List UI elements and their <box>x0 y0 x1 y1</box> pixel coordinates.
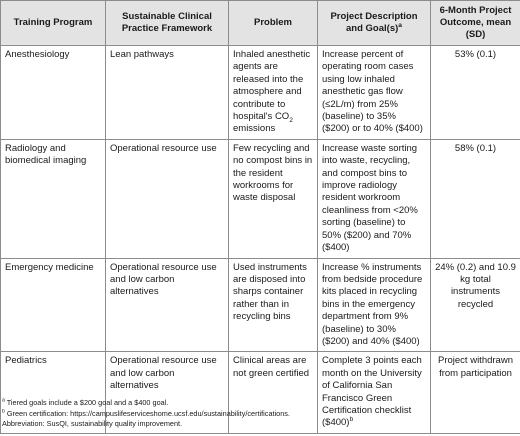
cell-description-text: Complete 3 points each month on the University of California San Francisco Green Certification checklist ($400) <box>322 355 422 429</box>
cell-program: Radiology and biomedical imaging <box>1 139 106 258</box>
header-problem: Problem <box>229 1 318 46</box>
footnote-a-text: Tiered goals include a $200 goal and a $400 goal. <box>4 398 169 407</box>
cell-framework: Operational resource use and low carbon alternatives <box>106 352 229 433</box>
cell-outcome: Project withdrawn from participation <box>431 352 520 433</box>
table-row <box>1 46 520 140</box>
header-outcome: 6-Month Project Outcome, mean (SD) <box>431 1 520 46</box>
cell-description: Increase percent of operating room cases using low inhaled anesthetic gas flow (≤2L/m) from 25% (baseline) to 35% ($200) or to 40% ($400) <box>318 46 431 140</box>
cell-problem <box>229 46 318 140</box>
header-project-description <box>318 1 431 46</box>
cell-outcome: 53% (0.1) <box>431 46 520 140</box>
cell-problem-text-end: emissions <box>233 123 276 135</box>
header-training-program: Training Program <box>1 1 106 46</box>
cell-description: Increase % instruments from bedside procedure kits placed in recycling bins in the emergency department from 9% (baseline) to 30% ($200) and 40% ($400) <box>318 258 431 352</box>
cell-program: Anesthesiology <box>1 46 106 140</box>
cell-problem: Few recycling and no compost bins in the resident workrooms for waste disposal <box>229 139 318 258</box>
footnote-b-marker: b <box>2 408 5 415</box>
cell-outcome: 24% (0.2) and 10.9 kg total instruments recycled <box>431 258 520 352</box>
footnote-marker-a: a <box>398 21 402 29</box>
cell-problem: Clinical areas are not green certified <box>229 352 318 433</box>
cell-framework: Operational resource use <box>106 139 229 258</box>
cell-description: Increase waste sorting into waste, recycling, and compost bins to improve radiology resident workroom cleanliness from <20% sorting (baseline) to 50% ($200) and 70% ($400) <box>318 139 431 258</box>
table-header <box>1 1 520 46</box>
co2-subscript: 2 <box>289 116 293 124</box>
footnote-a-marker: a <box>2 398 5 404</box>
cell-problem: Used instruments are disposed into sharps container rather than in recycling bins <box>229 258 318 352</box>
footnote-marker-b: b <box>349 416 354 424</box>
header-row <box>1 1 520 46</box>
header-project-description-text: Project Description and Goal(s) <box>330 11 418 34</box>
table-row <box>1 258 520 352</box>
cell-problem-text: Inhaled anesthetic agents are released into the atmosphere and contribute to hospital's CO <box>233 49 311 123</box>
table-body <box>1 46 520 434</box>
table-row <box>1 139 520 258</box>
footnote-a <box>2 398 518 409</box>
footnote-b <box>2 409 518 420</box>
cell-program: Emergency medicine <box>1 258 106 352</box>
table-footnotes <box>2 398 518 430</box>
cell-framework: Lean pathways <box>106 46 229 140</box>
footnote-b-text: Green certification: https://campuslifeserviceshome.ucsf.edu/sustainability/certifications. <box>4 408 290 418</box>
cell-framework: Operational resource use and low carbon alternatives <box>106 258 229 352</box>
cell-outcome: 58% (0.1) <box>431 139 520 258</box>
header-framework: Sustainable Clinical Practice Framework <box>106 1 229 46</box>
cell-program: Pediatrics <box>1 352 106 433</box>
abbreviation-note: Abbreviation: SusQI, sustainability quality improvement. <box>2 419 183 429</box>
